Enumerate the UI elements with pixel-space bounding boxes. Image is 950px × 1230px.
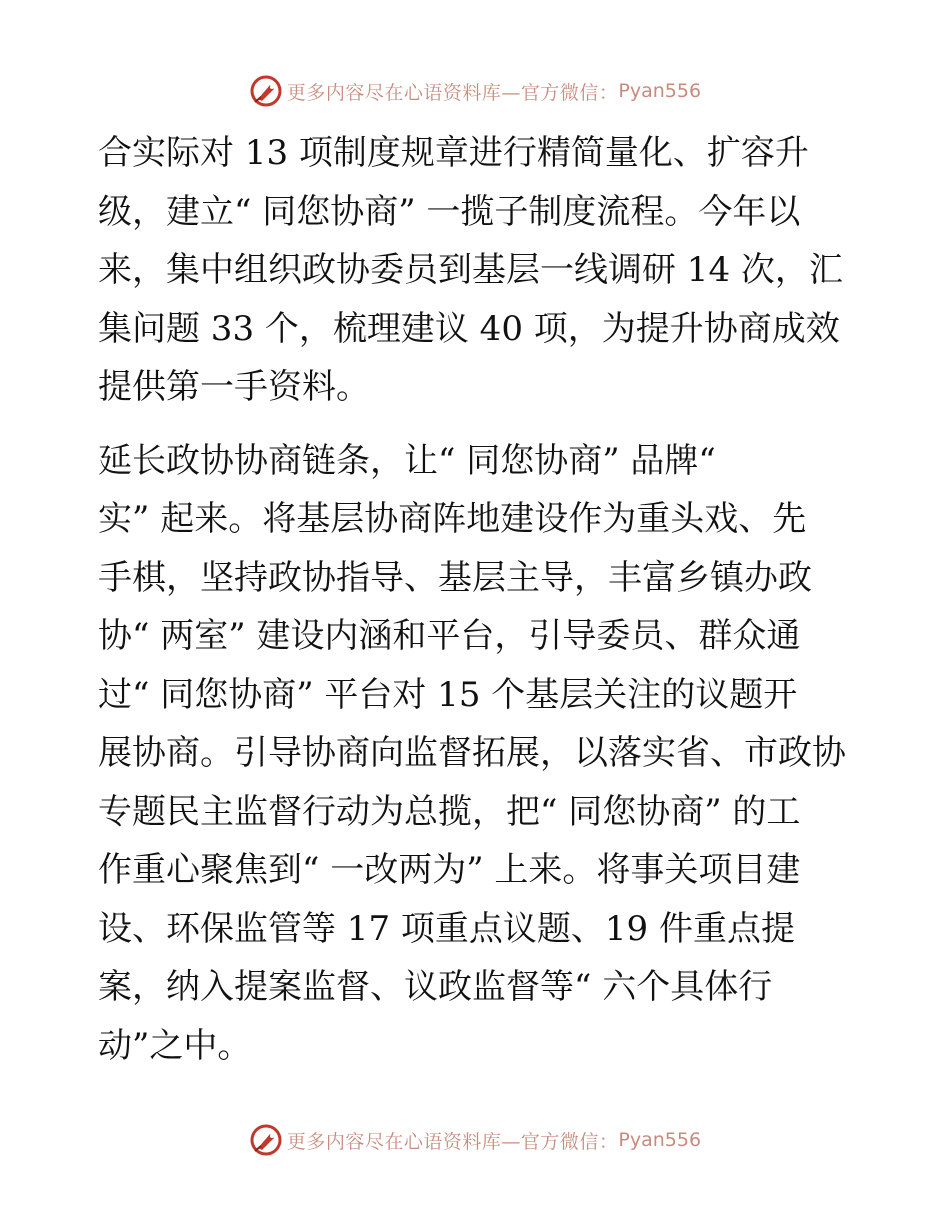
watermark-footer xyxy=(0,1120,950,1160)
text-line: 作重心聚焦到“ 一改两为” 上来。将事关项目建 xyxy=(98,850,801,890)
paragraph xyxy=(98,124,858,417)
text-line: 实” 起来。将基层协商阵地建设作为重头戏、先 xyxy=(98,499,807,539)
paragraph xyxy=(98,432,858,1076)
text-line: 设、环保监管等 17 项重点议题、19 件重点提 xyxy=(98,908,795,949)
watermark-wechat-id: Pyan556 xyxy=(618,80,702,102)
text-line: 协“ 两室” 建设内涵和平台，引导委员、群众通 xyxy=(98,616,801,656)
watermark-wechat-id: Pyan556 xyxy=(618,1129,702,1151)
text-line: 集问题 33 个，梳理建议 40 项，为提升协商成效 xyxy=(98,308,840,349)
watermark-header xyxy=(0,71,950,111)
text-line: 提供第一手资料。 xyxy=(98,367,370,407)
watermark-text: 更多内容尽在心语资料库—官方微信： xyxy=(286,81,619,104)
text-line: 合实际对 13 项制度规章进行精简量化、扩容升 xyxy=(98,133,809,173)
document-body xyxy=(98,124,858,1075)
watermark-text: 更多内容尽在心语资料库—官方微信： xyxy=(286,1130,619,1153)
text-line: 过“ 同您协商” 平台对 15 个基层关注的议题开 xyxy=(98,674,798,715)
text-line: 手棋，坚持政协指导、基层主导，丰富乡镇办政 xyxy=(98,557,812,598)
pen-nib-seal-icon xyxy=(249,1123,283,1157)
text-line: 级，建立“ 同您协商” 一揽子制度流程。今年以 xyxy=(98,191,801,232)
text-line: 来，集中组织政协委员到基层一线调研 14 次，汇 xyxy=(98,250,843,290)
text-line: 展协商。引导协商向监督拓展，以落实省、市政协 xyxy=(98,733,846,773)
text-line: 动”之中。 xyxy=(98,1025,252,1066)
text-line: 延长政协协商链条，让“ 同您协商” 品牌“ xyxy=(98,440,716,481)
text-line: 案，纳入提案监督、议政监督等“ 六个具体行 xyxy=(98,967,773,1007)
text-line: 专题民主监督行动为总揽，把“ 同您协商” 的工 xyxy=(98,791,801,832)
pen-nib-seal-icon xyxy=(249,74,283,108)
